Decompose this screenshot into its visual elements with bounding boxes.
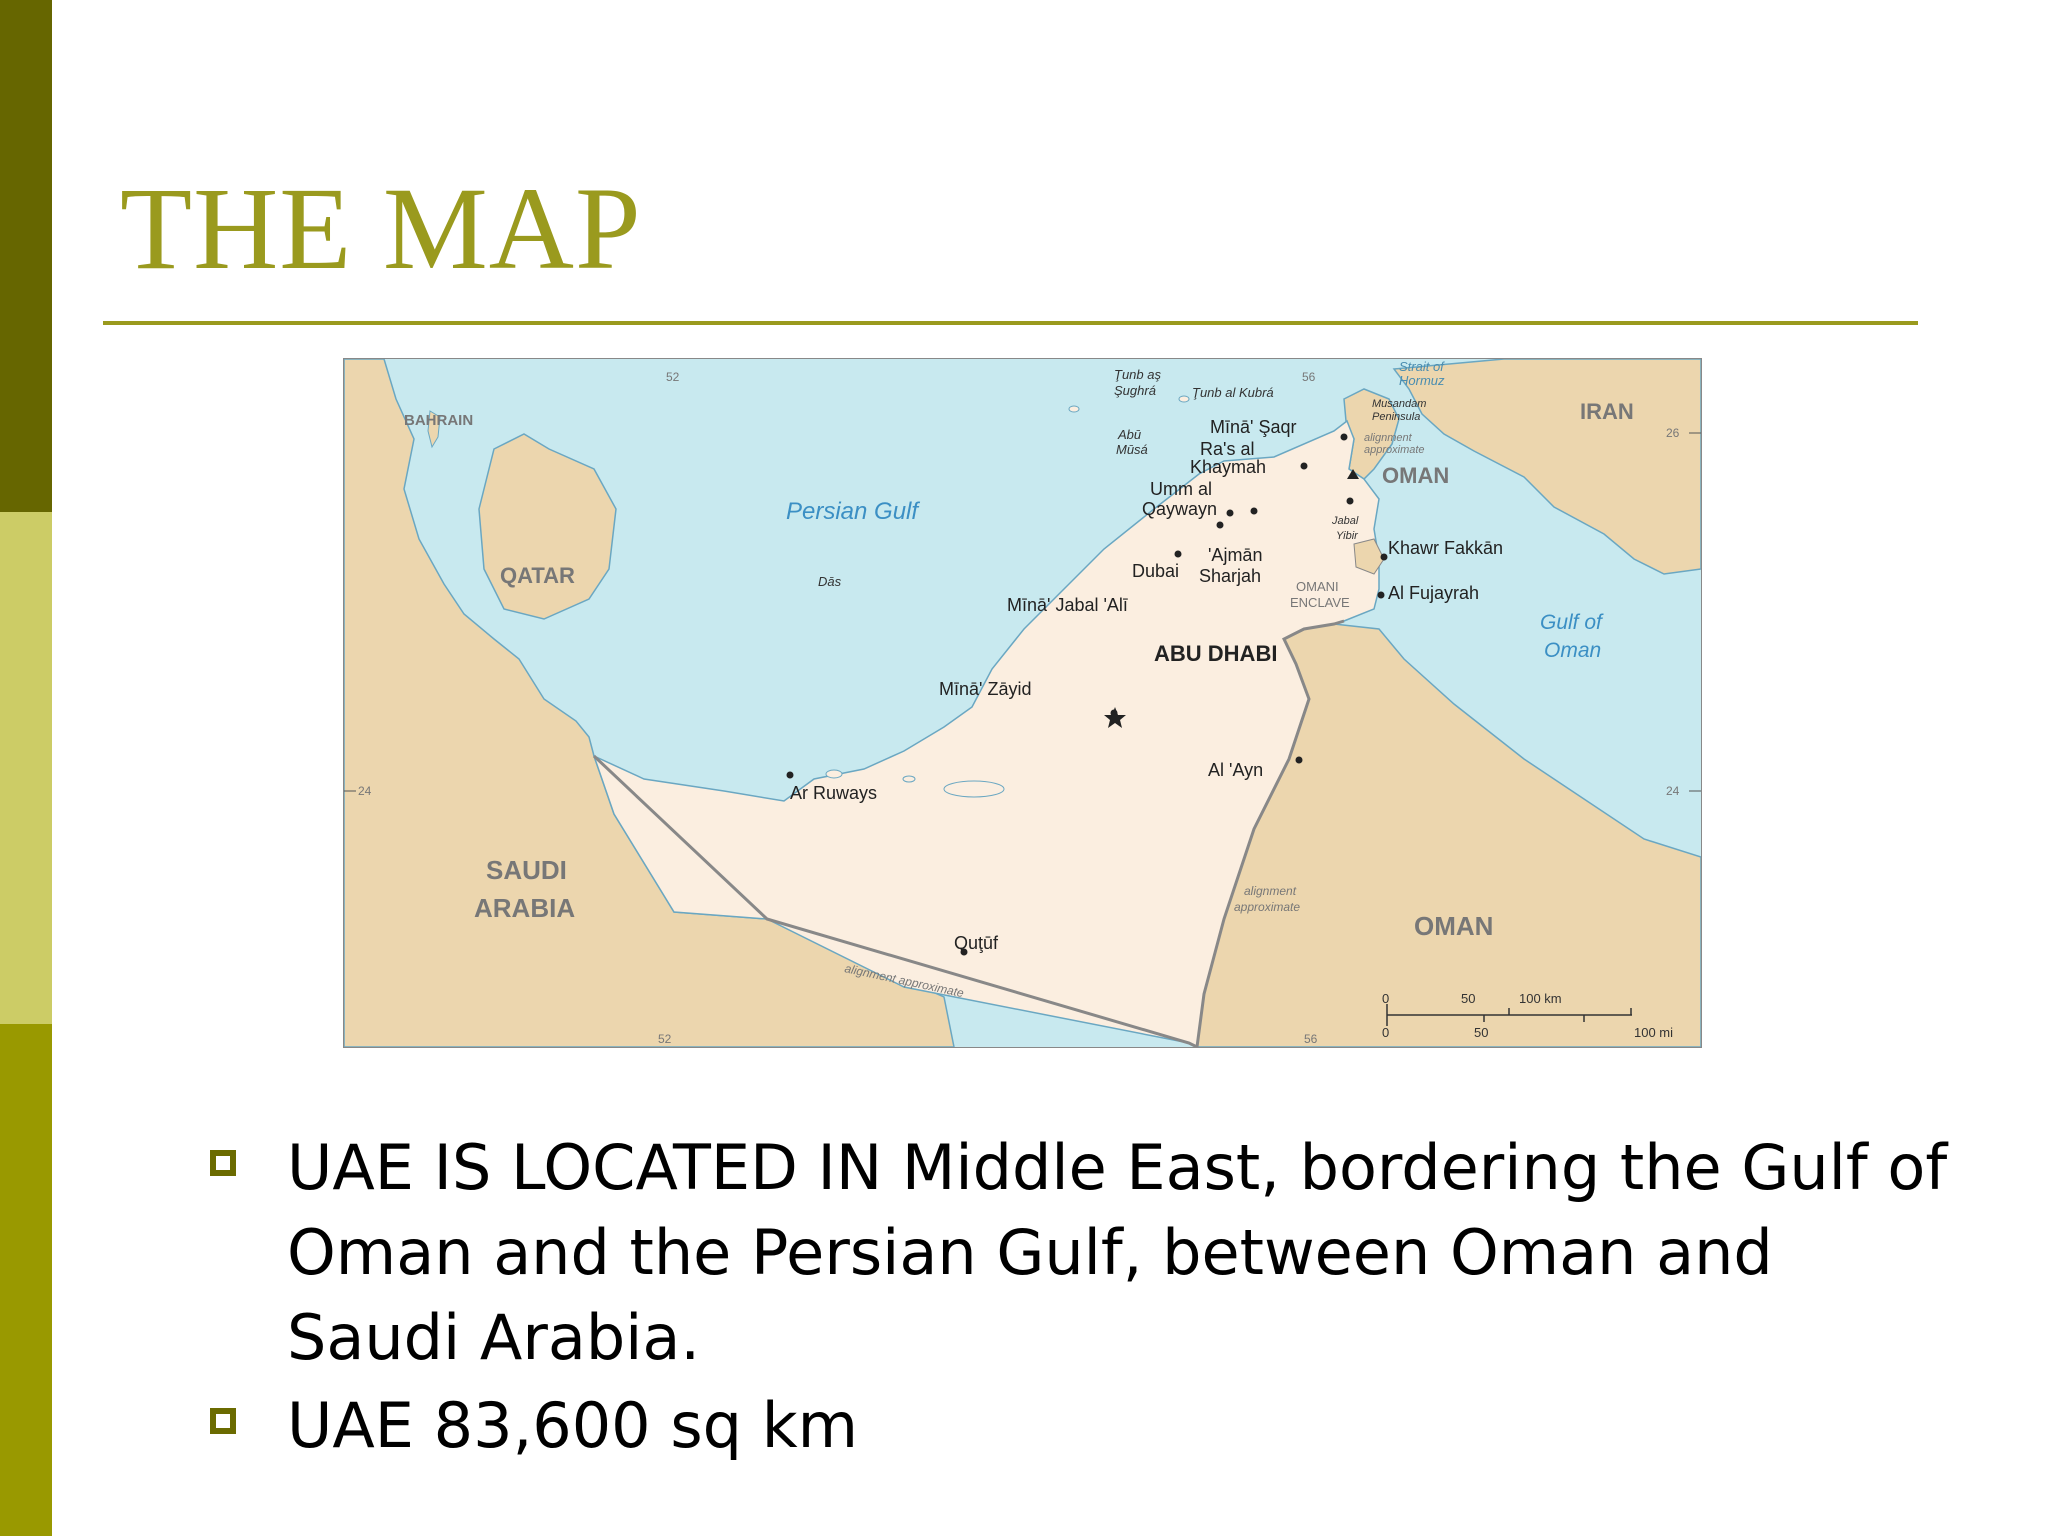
island bbox=[1069, 406, 1079, 412]
label-alignment-3b: approximate bbox=[1364, 444, 1425, 456]
scale-km-50: 50 bbox=[1461, 991, 1476, 1006]
label-mina-zayid: Mīnā' Zāyid bbox=[939, 679, 1032, 699]
label-iran: IRAN bbox=[1580, 399, 1634, 424]
scale-mi-50: 50 bbox=[1474, 1025, 1489, 1040]
label-saudi-2: ARABIA bbox=[474, 893, 576, 923]
bullet-text: UAE 83,600 sq km bbox=[287, 1389, 858, 1462]
label-mina-jabal-ali: Mīnā' Jabal 'Alī bbox=[1007, 595, 1128, 615]
label-ar-ruways: Ar Ruways bbox=[790, 783, 878, 803]
label-saudi: SAUDI bbox=[486, 855, 567, 885]
accent-stripe-bottom bbox=[0, 1024, 52, 1536]
label-al-fujayrah: Al Fujayrah bbox=[1388, 583, 1480, 603]
island bbox=[903, 776, 915, 782]
bullet-item bbox=[205, 1125, 1965, 1380]
tick-56-top: 56 bbox=[1302, 370, 1316, 384]
label-strait: Strait of bbox=[1399, 359, 1444, 374]
scale-mi-0: 0 bbox=[1382, 1025, 1390, 1040]
scale-km-0: 0 bbox=[1382, 991, 1390, 1006]
island bbox=[944, 781, 1004, 797]
label-abu-dhabi: ABU DHABI bbox=[1154, 641, 1278, 666]
island bbox=[826, 770, 842, 778]
label-alignment-3: alignment bbox=[1364, 432, 1412, 444]
tick-52-bottom: 52 bbox=[658, 1032, 672, 1046]
label-gulf-of-oman-2: Oman bbox=[1544, 639, 1602, 662]
title-underline bbox=[103, 321, 1918, 325]
label-qutuf: Quţūf bbox=[954, 933, 999, 953]
label-ras-al-khaymah-2: Khaymah bbox=[1190, 457, 1267, 477]
tick-52-top: 52 bbox=[666, 370, 680, 384]
label-oman-south: OMAN bbox=[1414, 911, 1494, 941]
label-alignment-2b: approximate bbox=[1234, 900, 1301, 914]
slide-title: THE MAP bbox=[120, 163, 642, 294]
label-mina-saqr: Mīnā' Şaqr bbox=[1210, 417, 1297, 437]
tick-56-bottom: 56 bbox=[1304, 1032, 1318, 1046]
square-bullet-icon bbox=[210, 1408, 236, 1434]
island bbox=[1179, 396, 1189, 402]
label-umm-al-qaywayn: Umm al bbox=[1150, 479, 1212, 499]
label-musandam: Musandam bbox=[1372, 398, 1427, 410]
label-oman-north: OMAN bbox=[1382, 463, 1450, 488]
tick-24-left: 24 bbox=[358, 784, 372, 798]
tick-24-right: 24 bbox=[1666, 784, 1680, 798]
label-khawr-fakkan: Khawr Fakkān bbox=[1388, 538, 1504, 558]
label-ajman: 'Ajmān bbox=[1208, 545, 1263, 565]
label-alignment: alignment approximate bbox=[843, 961, 966, 1001]
label-umm-al-qaywayn-2: Qaywayn bbox=[1142, 499, 1218, 519]
label-abu-musa: Abū bbox=[1118, 427, 1142, 442]
label-abu-musa-2: Mūsá bbox=[1116, 442, 1148, 457]
label-omani-enclave-2: ENCLAVE bbox=[1290, 595, 1350, 610]
bullet-item bbox=[205, 1383, 1965, 1468]
label-tunb-kubra: Ţunb al Kubrá bbox=[1192, 385, 1274, 400]
tick-26-right: 26 bbox=[1666, 426, 1680, 440]
square-bullet-icon bbox=[210, 1150, 236, 1176]
label-musandam-2: Peninsula bbox=[1372, 411, 1421, 423]
bullet-text: UAE IS LOCATED IN Middle East, bordering the Gulf of Oman and the Persian Gulf, between Oman and Saudi Arabia. bbox=[287, 1131, 1948, 1374]
label-ras-al-khaymah: Ra's al bbox=[1200, 439, 1255, 459]
label-gulf-of-oman: Gulf of bbox=[1540, 611, 1602, 634]
scale-mi-100: 100 mi bbox=[1634, 1025, 1674, 1040]
label-jabal-yibir: Jabal bbox=[1332, 515, 1359, 527]
label-persian-gulf: Persian Gulf bbox=[786, 498, 919, 525]
bullet-list bbox=[205, 1125, 1965, 1471]
scale-km-100: 100 km bbox=[1519, 991, 1562, 1006]
label-al-ayn: Al 'Ayn bbox=[1208, 760, 1264, 780]
label-omani-enclave: OMANI bbox=[1296, 579, 1339, 594]
label-sharjah: Sharjah bbox=[1199, 566, 1262, 586]
label-alignment-2: alignment bbox=[1244, 884, 1297, 898]
label-das: Dās bbox=[818, 574, 842, 589]
label-tunb-sughra: Ţunb aş bbox=[1114, 367, 1161, 382]
qatar-land bbox=[479, 434, 616, 619]
label-qatar: QATAR bbox=[500, 563, 575, 588]
accent-stripe-middle bbox=[0, 512, 52, 1024]
accent-stripe-top bbox=[0, 0, 52, 512]
label-bahrain: BAHRAIN bbox=[404, 412, 474, 429]
label-tunb-sughra-2: Şughrá bbox=[1114, 383, 1156, 398]
label-jabal-yibir-2: Yibir bbox=[1336, 530, 1358, 542]
uae-map bbox=[343, 358, 1702, 1048]
label-strait-2: Hormuz bbox=[1399, 373, 1445, 388]
label-dubai: Dubai bbox=[1132, 561, 1180, 581]
